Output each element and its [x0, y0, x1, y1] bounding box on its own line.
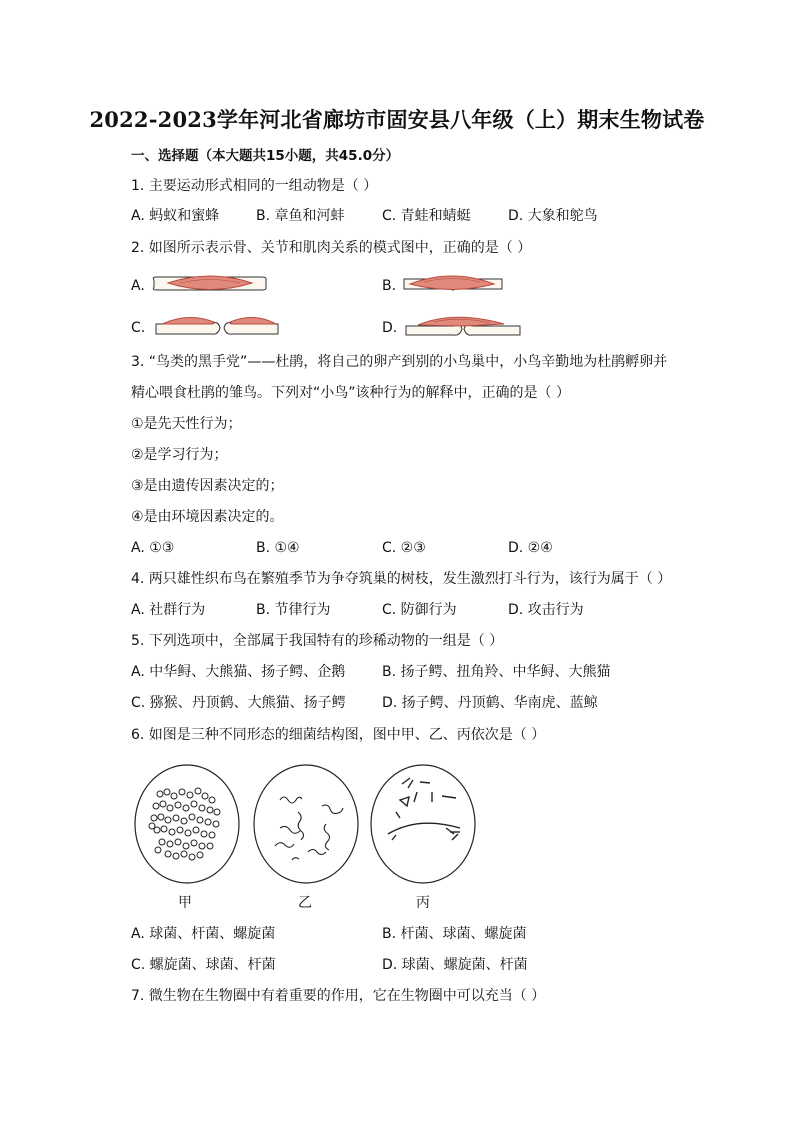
coccus-cell	[157, 791, 163, 797]
q4-option-d[interactable]: D. 攻击行为	[508, 602, 584, 618]
question-4-stem: 4. 两只雄性织布鸟在繁殖季节为争夺筑巢的树枝，发生激烈打斗行为，该行为属于（ ）	[131, 571, 672, 587]
coccus-cell	[209, 797, 215, 803]
coccus-cell	[173, 815, 179, 821]
coccus-cell	[161, 826, 167, 832]
q1-option-d[interactable]: D. 大象和鸵鸟	[508, 208, 598, 224]
coccus-cell	[199, 805, 205, 811]
question-7-stem: 7. 微生物在生物圈中有着重要的作用，它在生物圈中可以充当（ ）	[131, 988, 546, 1004]
coccus-cell	[191, 801, 197, 807]
coccus-cell	[165, 851, 171, 857]
q2-label-d[interactable]: D.	[382, 320, 398, 336]
q2-label-b[interactable]: B.	[382, 278, 397, 294]
coccus-cell	[175, 839, 181, 845]
coccus-cell	[213, 821, 219, 827]
q1-option-a[interactable]: A. 蚂蚁和蜜蜂	[131, 208, 220, 224]
page-title: 2022-2023学年河北省廊坊市固安县八年级（上）期末生物试卷	[89, 107, 705, 132]
coccus-cell	[183, 805, 189, 811]
q5-option-d[interactable]: D. 扬子鳄、丹顶鹤、华南虎、蓝鲸	[382, 695, 598, 711]
question-3-stem-line2: 精心喂食杜鹃的雏鸟。下列对“小鸟”该种行为的解释中，正确的是（ ）	[131, 385, 570, 401]
coccus-cell	[167, 841, 173, 847]
coccus-cell	[158, 814, 164, 820]
coccus-cell	[167, 805, 173, 811]
muscle-shape	[230, 317, 276, 324]
coccus-cell	[165, 817, 171, 823]
caption-bing: 丙	[416, 895, 430, 911]
coccus-cell	[207, 843, 213, 849]
coccus-cell	[199, 843, 205, 849]
coccus-cell	[214, 809, 220, 815]
q2-figure-c[interactable]	[154, 308, 280, 342]
coccus-cell	[173, 853, 179, 859]
q3-option-d[interactable]: D. ②④	[508, 540, 553, 556]
question-6-stem: 6. 如图是三种不同形态的细菌结构图，图中甲、乙、丙依次是（ ）	[131, 727, 546, 743]
q3-option-a[interactable]: A. ①③	[131, 540, 175, 556]
coccus-cell	[155, 847, 161, 853]
question-1-stem: 1. 主要运动形式相同的一组动物是（ ）	[131, 178, 378, 194]
q3-option-c[interactable]: C. ②③	[382, 540, 426, 556]
q6-option-b[interactable]: B. 杆菌、球菌、螺旋菌	[382, 926, 527, 942]
section-header: 一、选择题（本大题共15小题，共45.0分）	[131, 148, 400, 164]
coccus-cell	[209, 832, 215, 838]
coccus-cell	[151, 815, 157, 821]
muscle-shape	[418, 317, 504, 326]
q5-option-c[interactable]: C. 猕猴、丹顶鹤、大熊猫、扬子鳄	[131, 695, 346, 711]
bacteria-figure	[130, 762, 480, 890]
coccus-cell	[179, 789, 185, 795]
coccus-cell	[181, 818, 187, 824]
coccus-cell	[181, 851, 187, 857]
q2-figure-a[interactable]	[150, 268, 270, 298]
question-2-stem: 2. 如图所示表示骨、关节和肌肉关系的模式图中，正确的是（ ）	[131, 240, 532, 256]
coccus-cell	[193, 827, 199, 833]
coccus-cell	[185, 830, 191, 836]
q4-option-a[interactable]: A. 社群行为	[131, 602, 206, 618]
q5-option-a[interactable]: A. 中华鲟、大熊猫、扬子鳄、企鹅	[131, 664, 346, 680]
q3-statement-1: ①是先天性行为；	[131, 416, 242, 432]
coccus-cell	[202, 793, 208, 799]
coccus-cell	[187, 792, 193, 798]
bone-shape	[464, 325, 520, 336]
q6-option-c[interactable]: C. 螺旋菌、球菌、杆菌	[131, 957, 276, 973]
q1-option-c[interactable]: C. 青蛙和蜻蜓	[382, 208, 471, 224]
petri-circle-yi	[254, 765, 358, 883]
coccus-cell	[183, 843, 189, 849]
q3-statement-4: ④是由环境因素决定的。	[131, 509, 284, 525]
caption-yi: 乙	[298, 895, 312, 911]
question-5-stem: 5. 下列选项中，全部属于我国特有的珍稀动物的一组是（ ）	[131, 633, 504, 649]
coccus-cell	[169, 829, 175, 835]
coccus-cell	[175, 802, 181, 808]
coccus-cell	[171, 793, 177, 799]
coccus-cell	[153, 803, 159, 809]
coccus-cell	[149, 823, 155, 829]
q5-option-b[interactable]: B. 扬子鳄、扭角羚、中华鲟、大熊猫	[382, 664, 611, 680]
muscle-shape	[162, 317, 214, 324]
q3-statement-2: ②是学习行为；	[131, 447, 228, 463]
q2-label-c[interactable]: C.	[131, 320, 146, 336]
coccus-cell	[160, 801, 166, 807]
caption-jia: 甲	[178, 895, 192, 911]
coccus-cell	[159, 839, 165, 845]
question-3-stem-line1: 3. “鸟类的黑手党”——杜鹃，将自己的卵产到别的小鸟巢中，小鸟辛勤地为杜鹃孵卵并	[131, 354, 668, 370]
q2-label-a[interactable]: A.	[131, 278, 145, 294]
q3-statement-3: ③是由遗传因素决定的；	[131, 478, 284, 494]
q2-figure-b[interactable]	[402, 268, 506, 298]
coccus-cell	[191, 840, 197, 846]
q2-figure-d[interactable]	[404, 308, 524, 342]
q1-option-b[interactable]: B. 章鱼和河蚌	[256, 208, 345, 224]
coccus-cell	[177, 827, 183, 833]
coccus-cell	[201, 831, 207, 837]
q4-option-c[interactable]: C. 防御行为	[382, 602, 457, 618]
q6-option-a[interactable]: A. 球菌、杆菌、螺旋菌	[131, 926, 276, 942]
coccus-cell	[189, 814, 195, 820]
coccus-cell	[195, 788, 201, 794]
q3-option-b[interactable]: B. ①④	[256, 540, 300, 556]
coccus-cell	[205, 819, 211, 825]
coccus-cell	[189, 854, 195, 860]
q4-option-b[interactable]: B. 节律行为	[256, 602, 331, 618]
coccus-cell	[164, 789, 170, 795]
q6-option-d[interactable]: D. 球菌、螺旋菌、杆菌	[382, 957, 528, 973]
coccus-cell	[207, 807, 213, 813]
coccus-cell	[197, 852, 203, 858]
coccus-cell	[197, 817, 203, 823]
